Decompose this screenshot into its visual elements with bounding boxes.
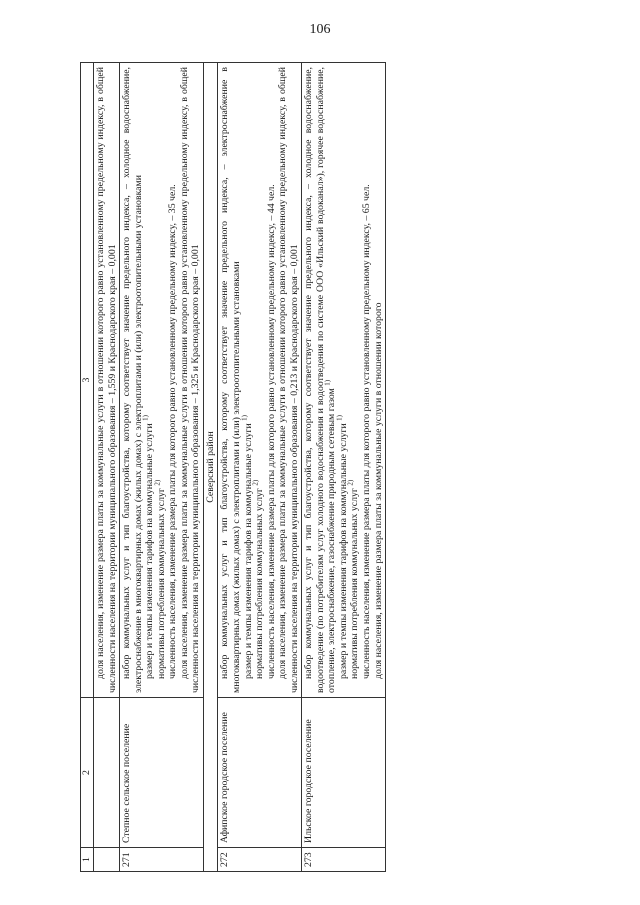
desc-line-population: численность населения, изменение размера платы для которого равно установленному предельному индексу, – 35 чел.: [167, 184, 179, 679]
header-col-2: 2: [81, 698, 94, 848]
desc-line-share: доля населения, изменение размера платы за коммунальные услуги в отношении которого: [372, 302, 384, 679]
desc-line-tariffs: размер и темпы изменения тарифов на коммунальные услуги $^{1)}$: [240, 415, 254, 679]
indicators-table: [80, 62, 386, 872]
desc-line-share: доля населения, изменение размера платы за коммунальные услуги в отношении которого равно установленному предельному индексу, в общей численности населения на территории муниципального образования – 1,325 и Краснодарского края – 0,001: [178, 67, 202, 693]
continuation-desc-cell: [94, 63, 120, 698]
row-number: 273: [302, 848, 386, 872]
desc-line-population: численность населения, изменение размера платы для которого равно установленному предельному индексу, – 65 чел.: [361, 184, 373, 679]
header-col-3: 3: [81, 63, 94, 698]
desc-line-norms: нормативы потребления коммунальных услуг $^{2)}$: [251, 479, 266, 679]
continuation-row: [94, 63, 120, 872]
page-number: 106: [309, 22, 331, 37]
municipality-name: Афипское городское поселение: [218, 698, 302, 848]
desc-line-tariffs: размер и темпы изменения тарифов на коммунальные услуги $^{1)}$: [335, 415, 349, 679]
continuation-num-cell: [94, 848, 120, 872]
table-header-row: [81, 63, 94, 872]
desc-line-norms: нормативы потребления коммунальных услуг $^{2)}$: [153, 479, 167, 679]
desc-line-tariffs: размер и темпы изменения тарифов на коммунальные услуги $^{1)}$: [141, 415, 156, 679]
rotated-table-container: [80, 62, 600, 872]
row-number: 271: [120, 848, 204, 872]
region-row: [203, 63, 218, 872]
desc-line-set: набор коммунальных услуг и тип благоустройства, которому соответствует значение предельного индекса, – холодное водоснабжение, водоотведение (по потребителям услуг холодного водоснабжения и водоотведения по системе ООО «Ильский водоканал»), горячее водоснабжение, отопление, электроснабжение, газоснабжение природным сетевым газом $^{1)}$: [303, 67, 338, 693]
row-description: [120, 63, 204, 698]
row-description: [302, 63, 386, 698]
table-row: [302, 63, 386, 872]
table-row: [120, 63, 204, 872]
desc-line-population: численность населения, изменение размера платы для которого равно установленному предельному индексу, – 44 чел.: [265, 184, 277, 679]
municipality-name: Ильское городское поселение: [302, 698, 386, 848]
header-col-1: 1: [81, 848, 94, 872]
municipality-name: Степное сельское поселение: [120, 698, 204, 848]
continuation-name-cell: [94, 698, 120, 848]
desc-line-set: набор коммунальных услуг и тип благоустройства, которому соответствует значение предельного индекса, – холодное водоснабжение, электроснабжение в многоквартирных домах (жилых домах) с электроплитами и (или) электроотопительными установками: [121, 67, 144, 693]
table-row: [218, 63, 302, 872]
continuation-text: доля населения, изменение размера платы за коммунальные услуги в отношении которого равно установленному предельному индексу, в общей численности населения на территории муниципального образования – 1,559 и Краснодарского края – 0,001: [95, 67, 118, 693]
row-description: [218, 63, 302, 698]
row-number: 272: [218, 848, 302, 872]
rotated-page-area: [80, 62, 600, 872]
region-name: Северский район: [203, 63, 218, 872]
desc-line-set: набор коммунальных услуг и тип благоустройства, которому соответствует значение предельного индекса, – электроснабжение в многоквартирных домах (жилых домах) с электроплитами и (или) электроотопительными установками: [219, 67, 243, 693]
desc-line-share: доля населения, изменение размера платы за коммунальные услуги в отношении которого равно установленному предельному индексу, в общей численности населения на территории муниципального образования – 0,213 и Краснодарского края – 0,001: [277, 67, 300, 693]
desc-line-norms: нормативы потребления коммунальных услуг $^{2)}$: [347, 479, 361, 679]
